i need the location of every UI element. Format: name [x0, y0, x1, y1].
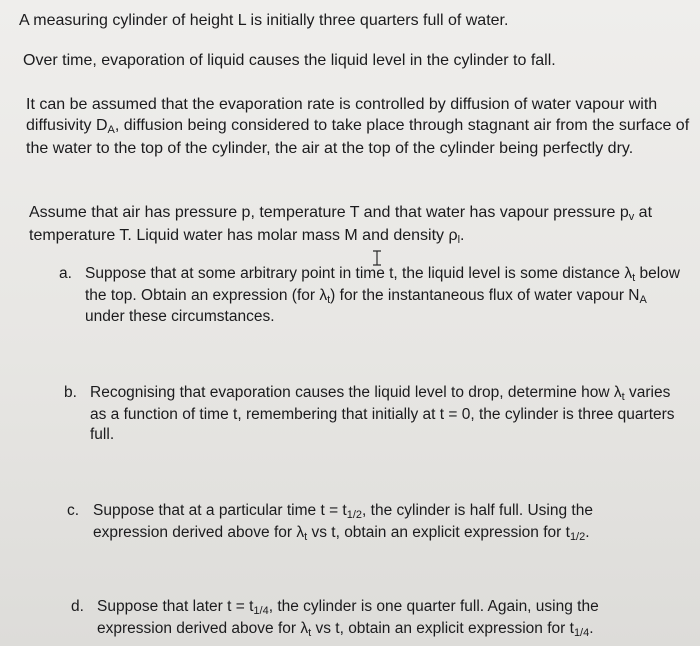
subscript-A: A	[107, 124, 115, 136]
question-a-text-1: Suppose that at some arbitrary point in time t, the liquid level is some distance λ	[85, 265, 633, 282]
question-b-text-2: varies as a function of time t, remembering that initially at t = 0, the cylinder is three quarters full.	[90, 384, 675, 443]
question-c-sub-1: 1/2	[346, 509, 363, 521]
question-c-text-3: vs t, obtain an explicit expression for t	[307, 523, 570, 541]
question-b-text-1: Recognising that evaporation causes the liquid level to drop, determine how λ	[90, 384, 622, 401]
paragraph-diffusion-text-2: , diffusion being considered to take place through stagnant air from the surface of the water to the top of the cylinder, the air at the top of the cylinder being perfectly dry.	[26, 117, 690, 157]
question-d-sub-3: 1/4	[573, 626, 590, 639]
question-a-text-4: under these circumstances.	[85, 308, 275, 325]
question-c-label: c.	[67, 502, 80, 519]
question-d-text-4: .	[589, 619, 594, 637]
question-c-text-4: .	[585, 523, 590, 541]
question-b	[64, 383, 675, 446]
question-a-sub-2: t	[327, 293, 331, 306]
paragraph-assumptions-text-1: Assume that air has pressure p, temperature T and that water has vapour pressure p	[29, 204, 629, 221]
question-b-sub-1: t	[621, 391, 625, 403]
question-d-sub-2: t	[308, 626, 312, 639]
question-d	[71, 597, 667, 640]
intro-line-1: A measuring cylinder of height L is initially three quarters full of water.	[19, 12, 509, 29]
subscript-v: v	[628, 211, 635, 223]
paragraph-assumptions	[29, 202, 684, 248]
question-b-label: b.	[64, 384, 77, 401]
question-a-label: a.	[59, 265, 72, 282]
question-d-text-2: , the cylinder is one quarter full. Again, using the expression derived above for λ	[97, 598, 599, 637]
question-c	[67, 501, 663, 544]
paragraph-diffusion-text-1: It can be assumed that the evaporation rate is controlled by diffusion of water vapour with diffusivity D	[26, 96, 658, 134]
question-c-sub-2: t	[304, 530, 308, 543]
question-c-sub-3: 1/2	[569, 530, 586, 543]
question-c-text-2: , the cylinder is half full. Using the expression derived above for λ	[93, 502, 593, 541]
paragraph-diffusion	[26, 94, 690, 159]
question-a	[59, 264, 685, 328]
subscript-l: l	[457, 234, 461, 246]
question-d-sub-1: 1/4	[253, 605, 269, 617]
question-d-label: d.	[71, 598, 84, 615]
question-a-text-3: ) for the instantaneous flux of water vapour N	[330, 286, 640, 304]
paragraph-assumptions-text-3: .	[460, 227, 465, 244]
question-a-sub-3: A	[639, 293, 647, 306]
paragraph-assumptions-text-2: at temperature T. Liquid water has molar mass M and density ρ	[29, 204, 653, 244]
intro-line-2: Over time, evaporation of liquid causes the liquid level in the cylinder to fall.	[23, 52, 556, 69]
question-c-text-1: Suppose that at a particular time t = t	[93, 502, 347, 519]
question-a-sub-1: t	[632, 272, 636, 284]
question-d-text-1: Suppose that later t = t	[97, 598, 254, 615]
question-d-text-3: vs t, obtain an explicit expression for t	[311, 619, 574, 637]
question-a-text-2: below the top. Obtain an expression (for λ	[85, 265, 680, 304]
